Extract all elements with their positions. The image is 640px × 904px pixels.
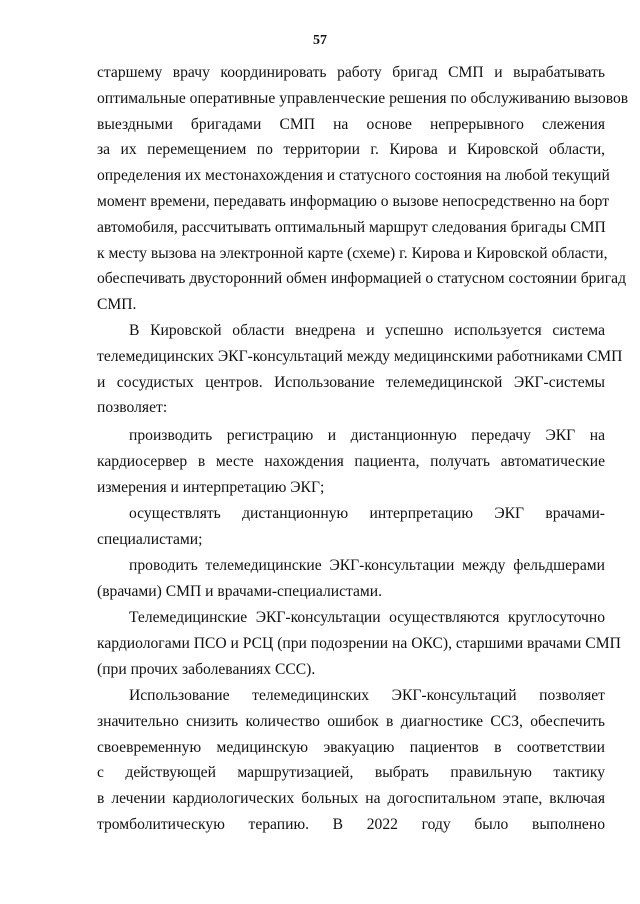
paragraph-list-item-consultations <box>97 553 605 605</box>
text-line: осуществлять дистанционную интерпретацию ЭКГ врачами- <box>129 505 605 522</box>
paragraph-list-item-interpretation <box>97 501 605 553</box>
text-line: тромболитическую терапию. В 2022 году было выполнено <box>97 815 605 833</box>
text-line: в лечении кардиологических больных на догоспитальном этапе, включая <box>97 790 605 808</box>
text-line: с действующей маршрутизацией, выбрать правильную тактику <box>97 764 605 782</box>
text-line: производить регистрацию и дистанционную передачу ЭКГ на <box>129 427 605 444</box>
paragraph-benefits <box>97 683 605 838</box>
paragraph-telemedicine-intro <box>97 318 623 421</box>
text-line: (врачами) СМП и врачами-специалистами. <box>97 582 383 600</box>
text-line: автомобиля, рассчитывать оптимальный маршрут следования бригады СМП <box>97 218 606 236</box>
text-line: момент времени, передавать информацию о вызове непосредственно на борт <box>97 192 610 210</box>
text-line: обеспечивать двусторонний обмен информацией о статусном состоянии бригад <box>97 270 627 288</box>
text-line: (при прочих заболеваниях ССС). <box>97 660 316 678</box>
text-line: СМП. <box>97 296 137 314</box>
text-line: В Кировской области внедрена и успешно используется система <box>129 322 605 339</box>
text-line: к месту вызова на электронной карте (схеме) г. Кирова и Кировской области, <box>97 244 608 262</box>
text-line: кардиологами ПСО и РСЦ (при подозрении на ОКС), старшими врачами СМП <box>97 634 621 652</box>
paragraph-dispatch-system <box>97 60 629 318</box>
text-line: за их перемещением по территории г. Кирова и Кировской области, <box>97 141 605 159</box>
text-line: специалистами; <box>97 530 203 548</box>
text-line: старшему врачу координировать работу бригад СМП и вырабатывать <box>97 64 605 81</box>
text-line: оптимальные оперативные управленческие решения по обслуживанию вызовов <box>97 89 629 107</box>
paragraph-list-item-registration <box>97 423 605 500</box>
text-line: кардиосервер в месте нахождения пациента, получать автоматические <box>97 452 605 470</box>
paragraph-round-the-clock <box>97 605 621 682</box>
text-line: и сосудистых центров. Использование телемедицинской ЭКГ-системы <box>97 373 605 391</box>
text-line: Телемедицинские ЭКГ-консультации осуществляются круглосуточно <box>129 609 605 626</box>
text-line: проводить телемедицинские ЭКГ-консультации между фельдшерами <box>129 557 605 574</box>
text-line: определения их местонахождения и статусного состояния на любой текущий <box>97 167 610 185</box>
text-line: своевременную медицинскую эвакуацию пациентов в соответствии <box>97 738 605 756</box>
text-line: Использование телемедицинских ЭКГ-консультаций позволяет <box>129 687 605 704</box>
page-number: 57 <box>313 33 327 48</box>
text-line: телемедицинских ЭКГ-консультаций между медицинскими работниками СМП <box>97 347 623 365</box>
text-line: измерения и интерпретацию ЭКГ; <box>97 478 325 496</box>
text-line: позволяет: <box>97 399 168 417</box>
text-line: выездными бригадами СМП на основе непрерывного слежения <box>97 115 605 133</box>
text-line: значительно снизить количество ошибок в диагностике ССЗ, обеспечить <box>97 712 605 730</box>
